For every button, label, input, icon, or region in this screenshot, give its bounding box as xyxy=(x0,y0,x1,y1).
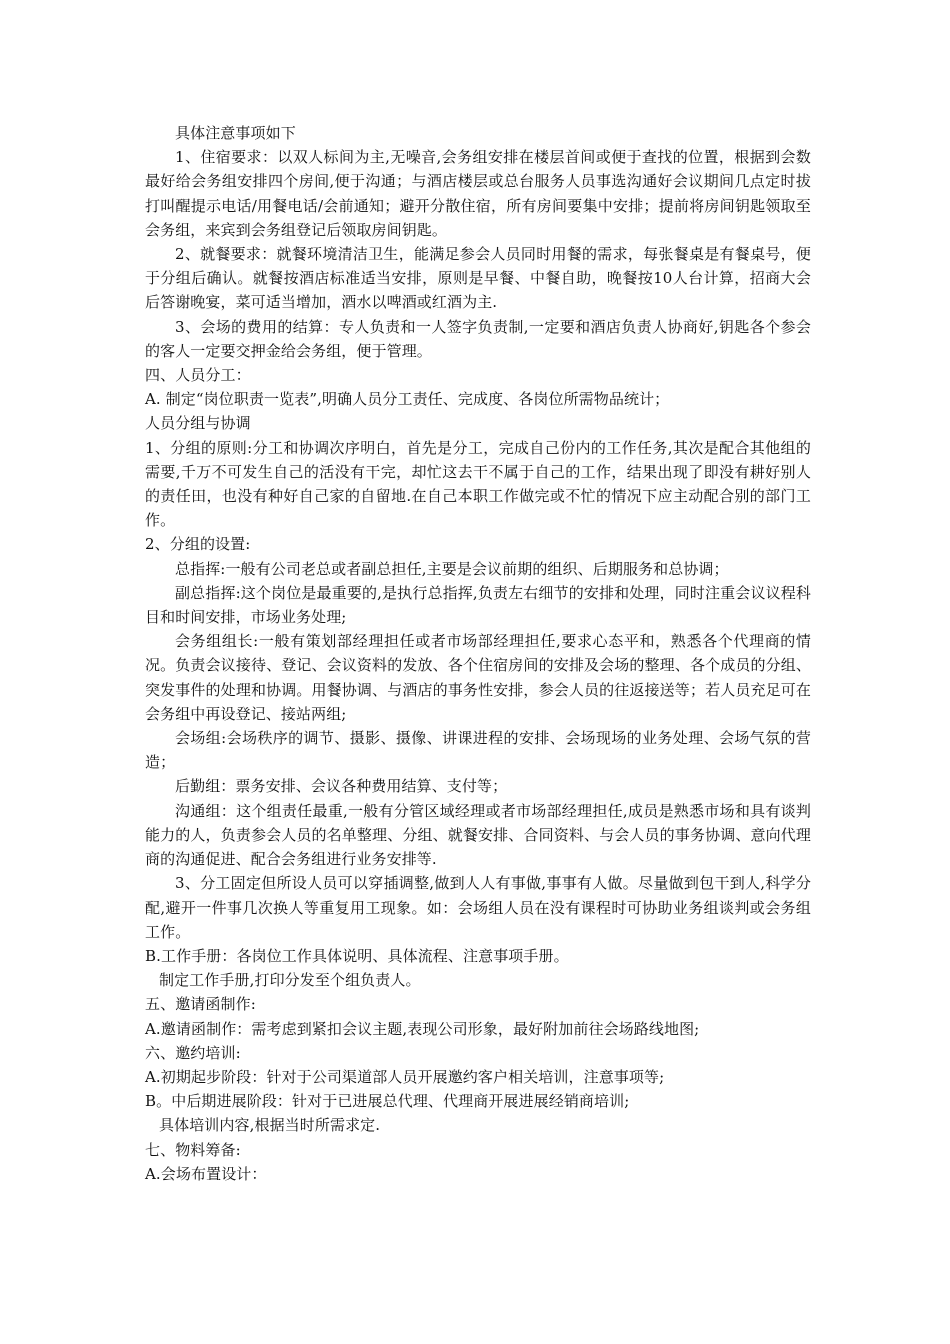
paragraph-invitation-design: A.邀请函制作：需考虑到紧扣会议主题,表现公司形象，最好附加前往会场路线地图; xyxy=(145,1019,700,1038)
paragraph-grouping-principle: 1、分组的原则:分工和协调次序明白，首先是分工，完成自己份内的工作任务,其次是配合其他组的需要,千万不可发生自己的活没有干完，却忙这去干不属于自己的工作，结果出现了即没有耕好别人的责任田，也没有种好自己家的自留地.在自己本职工作做完或不忙的情况下应主动配合别的部门工作。 xyxy=(145,438,811,530)
paragraph-logistics-group: 后勤组：票务安排、会议各种费用结算、支付等； xyxy=(175,777,508,796)
paragraph-notice-intro: 具体注意事项如下 xyxy=(175,124,296,142)
paragraph-flexible-staffing: 3、分工固定但所设人员可以穿插调整,做到人人有事做,事事有人做。尽量做到包干到人,科学分配,避开一件事几次换人等重复用工现象。如：会场组人员在没有课程时可协助业务组谈判或会务组工作。 xyxy=(145,874,811,941)
heading-training: 六、邀约培训: xyxy=(145,1043,241,1062)
paragraph-deputy-commander: 副总指挥:这个岗位是最重要的,是执行总指挥,负责左右细节的安排和处理，同时注重会议议程科目和时间安排，市场业务处理; xyxy=(145,583,811,627)
paragraph-accommodation: 1、住宿要求：以双人标间为主,无噪音,会务组安排在楼层首间或便于查找的位置，根据到会数最好给会务组安排四个房间,便于沟通；与酒店楼层或总台服务人员事选沟通好会议期间几点定时拔打叫醒提示电话/用餐电话/会前通知；避开分散住宿，所有房间要集中安排；提前将房间钥匙领取至会务组，来宾到会务组登记后领取房间钥匙。 xyxy=(145,148,811,239)
subheading-grouping: 人员分组与协调 xyxy=(145,414,251,433)
document-body xyxy=(145,121,811,1186)
paragraph-training-content: 具体培训内容,根据当时所需求定. xyxy=(159,1116,381,1135)
paragraph-responsibility-table: A. 制定“岗位职责一览表”,明确人员分工责任、完成度、各岗位所需物品统计； xyxy=(145,390,670,409)
heading-invitation: 五、邀请函制作: xyxy=(145,995,256,1014)
paragraph-training-later: B。中后期进展阶段：针对于已进展总代理、代理商开展进展经销商培训; xyxy=(145,1092,630,1111)
heading-materials: 七、物料筹备: xyxy=(145,1140,241,1159)
paragraph-settlement: 3、会场的费用的结算：专人负责和一人签字负责制,一定要和酒店负责人协商好,钥匙各个参会的客人一定要交押金给会务组，便于管理。 xyxy=(145,317,811,360)
paragraph-dining: 2、就餐要求：就餐环境清洁卫生，能满足参会人员同时用餐的需求，每张餐桌是有餐桌号，便于分组后确认。就餐按酒店标准适当安排，原则是早餐、中餐自助，晚餐按10人台计算，招商大会后答谢晚宴，菜可适当增加，酒水以啤酒或红酒为主. xyxy=(145,245,811,312)
heading-staff-division: 四、人员分工： xyxy=(145,366,251,385)
paragraph-chief-commander: 总指挥:一般有公司老总或者副总担任,主要是会议前期的组织、后期服务和总协调； xyxy=(175,559,729,578)
paragraph-grouping-setup: 2、分组的设置: xyxy=(145,535,251,554)
paragraph-manual-distribution: 制定工作手册,打印分发至个组负责人。 xyxy=(159,971,421,990)
paragraph-venue-layout: A.会场布置设计： xyxy=(145,1164,267,1183)
paragraph-affairs-leader: 会务组组长:一般有策划部经理担任或者市场部经理担任,要求心态平和，熟悉各个代理商的情况。负责会议接待、登记、会议资料的发放、各个住宿房间的安排及会场的整理、各个成员的分组、突发事件的处理和协调。用餐协调、与酒店的事务性安排，参会人员的往返接送等；若人员充足可在会务组中再设登记、接站两组; xyxy=(145,632,811,723)
paragraph-work-manual: B.工作手册：各岗位工作具体说明、具体流程、注意事项手册。 xyxy=(145,946,569,965)
paragraph-communication-group: 沟通组：这个组责任最重,一般有分管区域经理或者市场部经理担任,成员是熟悉市场和具有谈判能力的人，负责参会人员的名单整理、分组、就餐安排、合同资料、与会人员的事务协调、意向代理商的沟通促进、配合会务组进行业务安排等. xyxy=(145,801,811,869)
paragraph-training-early: A.初期起步阶段：针对于公司渠道部人员开展邀约客户相关培训，注意事项等; xyxy=(145,1067,665,1086)
paragraph-venue-group: 会场组:会场秩序的调节、摄影、摄像、讲课进程的安排、会场现场的业务处理、会场气氛的营造； xyxy=(145,729,811,772)
